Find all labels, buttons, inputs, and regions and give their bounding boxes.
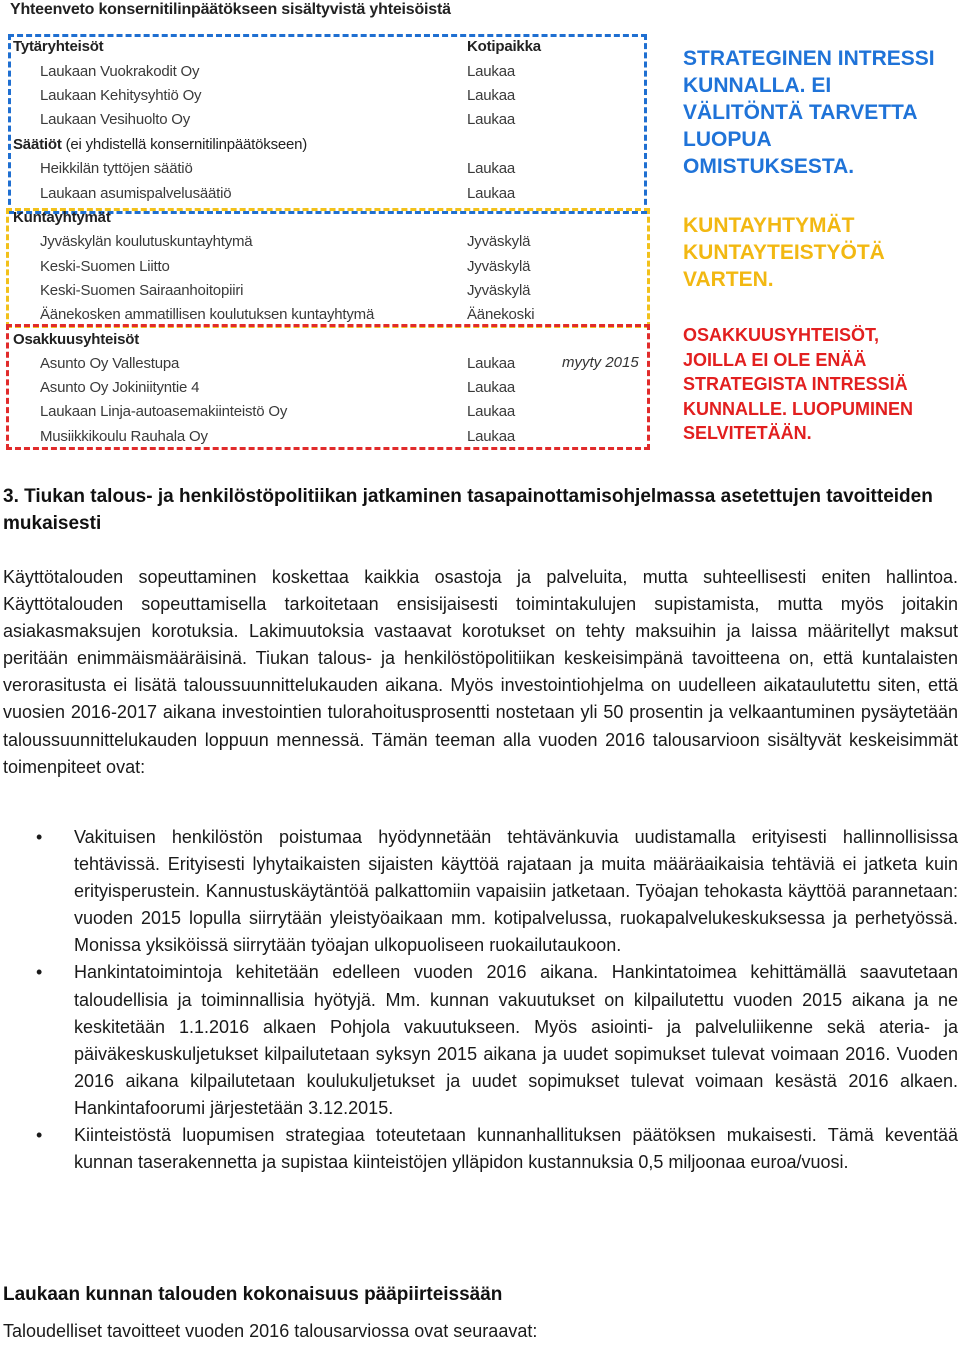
associates-header: Osakkuusyhteisöt [13, 331, 140, 348]
side-note-strategic [683, 45, 935, 180]
entity-name: Jyväskylän koulutuskuntayhtymä [40, 233, 253, 250]
side-note-line: KUNTAYTEISTYÖTÄ [683, 241, 885, 264]
side-note-line: OMISTUKSESTA. [683, 155, 855, 178]
list-item-text: Vakituisen henkilöstön poistumaa hyödynnetään tehtävänkuvia uudistamalla erityisesti hallinnollisissa tehtävissä. Erityisesti lyhytaikaisten sijaisten käyttöä rajataan ja muita määräaikaisia tehtäviä ei jatketa kuin erityisperustein. Kannustuskäytäntöä palkattomiin vapaisiin jatketaan. Työajan tehokasta käyttöä parannetaan: vuoden 2015 lopulla siirrytään yleistyöaikaan mm. kotipalvelussa, ruokapalvelukeskuksessa ja perhetyössä. Monissa yksiköissä siirrytään työajan ulkopuoliseen ruokailutaukoon. [74, 827, 958, 956]
entity-location: Jyväskylä [467, 282, 531, 299]
entity-name: Laukaan asumispalvelusäätiö [40, 185, 232, 202]
intro-line: Taloudelliset tavoitteet vuoden 2016 talousarviossa ovat seuraavat: [3, 1321, 538, 1341]
sold-note: myyty 2015 [562, 354, 639, 371]
entity-name: Äänekosken ammatillisen koulutuksen kuntayhtymä [40, 306, 375, 323]
side-note-federations [683, 212, 885, 293]
entity-location: Äänekoski [467, 306, 535, 323]
entity-location: Laukaa [467, 160, 516, 177]
bullet-icon: • [36, 962, 43, 983]
side-note-line: JOILLA EI OLE ENÄÄ [683, 349, 867, 370]
entity-location: Laukaa [467, 185, 516, 202]
section-heading: 3. Tiukan talous- ja henkilöstöpolitiikan jatkaminen tasapainottamisohjelmassa asetettujen tavoitteiden mukaisesti [3, 486, 933, 534]
ownership-summary-figure [0, 0, 960, 460]
side-note-line: VÄLITÖNTÄ TARVETTA [683, 101, 918, 124]
side-note-line: OSAKKUUSYHTEISÖT, [683, 325, 880, 345]
bullet-icon: • [36, 827, 43, 847]
list-item [0, 1122, 958, 1176]
list-item-text: Hankintatoimintoja kehitetään edelleen vuoden 2016 aikana. Hankintatoimea kehittämällä saavutetaan taloudellisia ja toiminnallisia hyötyjä. Mm. kunnan vakuutukset on kilpailutettu vuoden 2015 aikana ja ne keskitetään 1.1.2016 alkaen Pohjola vakuutukseen. Myös asiointi- ja palveluliikenne sekä ateria- ja päiväkeskuskuljetukset kilpailutetaan syksyn 2015 aikana ja uudet sopimukset tulevat voimaan 2016. Vuoden 2016 aikana kilpailutetaan koulukuljetukset ja uudet sopimukset tulevat voimaan kesästä 2016 alkaen. Hankintafoorumi järjestetään 3.12.2015. [74, 962, 958, 1118]
figure-title: Yhteenveto konsernitilinpäätökseen sisältyvistä yhteisöistä [10, 1, 451, 18]
entity-location: Laukaa [467, 111, 516, 128]
entity-name: Heikkilän tyttöjen säätiö [40, 160, 193, 177]
side-note-line: KUNNALLE. LUOPUMINEN [683, 398, 913, 419]
foundations-header [13, 136, 307, 153]
side-note-line: STRATEGISTA INTRESSIÄ [683, 374, 908, 394]
list-item-text: Kiinteistöstä luopumisen strategiaa toteutetaan kunnanhallituksen päätöksen mukaisesti. Tämä keventää kunnan taserakennetta ja supistaa kiinteistöjen ylläpidon kustannuksia 0,5 miljoonaa euroa/vuosi. [74, 1125, 958, 1173]
entity-name: Asunto Oy Jokiniityntie 4 [40, 379, 200, 396]
entity-name: Laukaan Kehitysyhtiö Oy [40, 87, 202, 104]
entity-location: Laukaa [467, 355, 516, 372]
subsidiaries-header: Tytäryhteisöt [13, 38, 104, 55]
side-note-line: VARTEN. [683, 268, 774, 291]
municipal-federations-header: Kuntayhtymät [13, 209, 111, 226]
body-paragraph: Käyttötalouden sopeuttaminen koskettaa kaikkia osastoja ja palveluita, mutta suhteellisesti eniten hallintoa. Käyttötalouden sopeuttamisella tarkoitetaan ensisijaisesti toimintakulujen supistamista, mutta myös joitakin asiakasmaksujen korotuksia. Lakimuutoksia vastaavat korotukset on tehty maksuihin ja laissa määritellyt maksut peritään enimmäismääräisinä. Tiukan talous- ja henkilöstöpolitiikan keskeisimpänä tavoitteena on, että kuntalaisten verorasitusta ei lisätä taloussuunnittelukauden aikana. Myös investointiohjelma on uudelleen aikataulutettu siten, että vuosien 2016-2017 aikana investointien tulorahoitusprosentti nostetaan yli 50 prosentin ja velkaantuminen pysäytetään taloussuunnittelukauden loppuun mennessä. Tämän teeman alla vuoden 2016 talousarvioon sisältyvät keskeisimmät toimenpiteet ovat: [3, 567, 958, 777]
entity-location: Jyväskylä [467, 258, 531, 275]
foundations-header-label: Säätiöt [13, 136, 62, 153]
entity-name: Keski-Suomen Sairaanhoitopiiri [40, 282, 244, 299]
side-note-line: SELVITETÄÄN. [683, 423, 812, 443]
side-note-line: LUOPUA [683, 128, 772, 151]
entity-location: Laukaa [467, 379, 516, 396]
entity-location: Laukaa [467, 87, 516, 104]
entity-location: Laukaa [467, 403, 516, 420]
entity-name: Laukaan Vesihuolto Oy [40, 111, 191, 128]
entity-name: Laukaan Vuokrakodit Oy [40, 63, 200, 80]
entity-location: Laukaa [467, 428, 516, 445]
sub-heading: Laukaan kunnan talouden kokonaisuus pääpiirteissään [3, 1284, 503, 1305]
bullet-icon: • [36, 1125, 43, 1146]
foundations-header-note: (ei yhdistellä konsernitilinpäätökseen) [65, 136, 308, 153]
entity-location: Jyväskylä [467, 233, 531, 250]
measures-list [0, 824, 960, 1176]
side-note-line: STRATEGINEN INTRESSI [683, 47, 935, 70]
side-note-line: KUNTAYHTYMÄT [683, 214, 855, 237]
location-column-header: Kotipaikka [467, 38, 541, 55]
list-item [0, 824, 958, 959]
side-note-associates [683, 323, 913, 446]
entity-name: Keski-Suomen Liitto [40, 258, 170, 275]
entity-name: Laukaan Linja-autoasemakiinteistö Oy [40, 403, 288, 420]
entity-name: Asunto Oy Vallestupa [40, 355, 180, 372]
entity-name: Musiikkikoulu Rauhala Oy [40, 428, 208, 445]
entity-location: Laukaa [467, 63, 516, 80]
side-note-line: KUNNALLA. EI [683, 74, 832, 97]
list-item [0, 959, 958, 1122]
